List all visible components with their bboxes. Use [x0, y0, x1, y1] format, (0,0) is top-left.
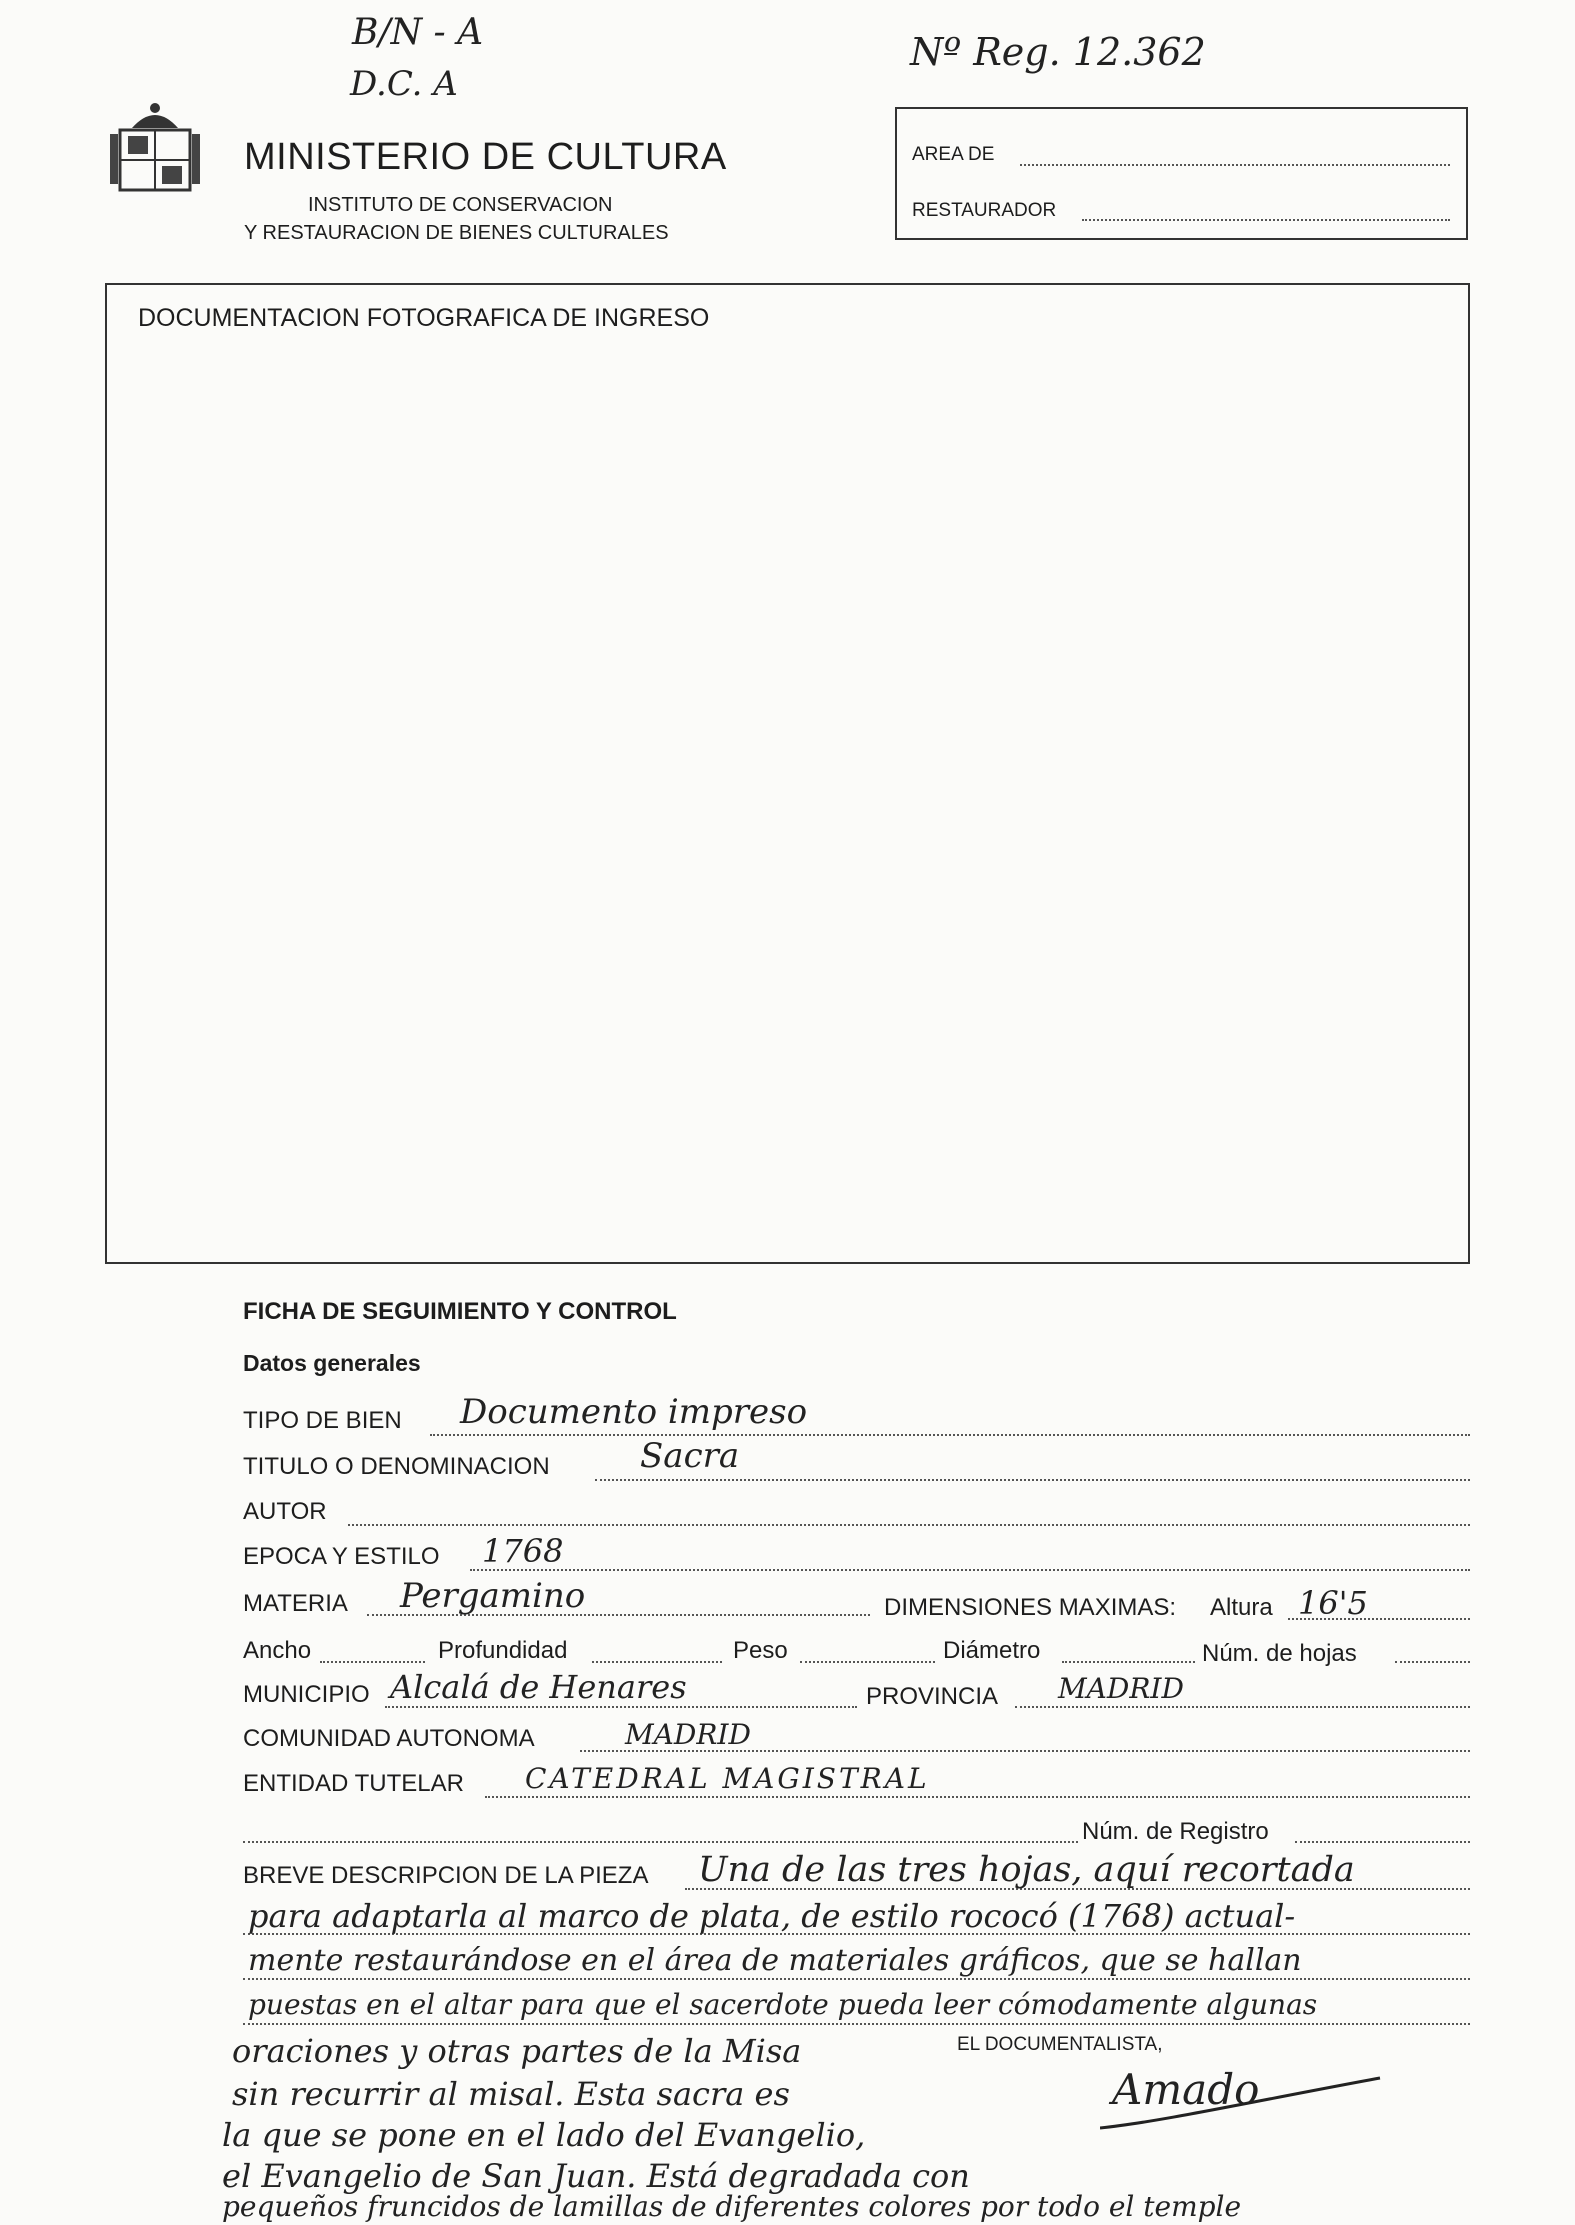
restaurador-label: RESTAURADOR	[912, 200, 1057, 221]
titulo-field[interactable]	[595, 1479, 1470, 1481]
provincia-value: MADRID	[1058, 1672, 1184, 1705]
profundidad-label: Profundidad	[438, 1637, 568, 1664]
photo-section-title: DOCUMENTACION FOTOGRAFICA DE INGRESO	[138, 304, 710, 332]
dimensiones-label: DIMENSIONES MAXIMAS:	[884, 1594, 1177, 1621]
signature-stroke	[1100, 2070, 1390, 2150]
comunidad-value: MADRID	[625, 1718, 751, 1751]
handwritten-note-dc: D.C. A	[350, 64, 458, 104]
peso-field[interactable]	[800, 1661, 935, 1663]
titulo-value: Sacra	[640, 1436, 740, 1476]
profundidad-field[interactable]	[592, 1661, 722, 1663]
description-line: puestas en el altar para que el sacerdote pueda leer cómodamente algunas	[248, 1988, 1318, 2021]
titulo-label: TITULO O DENOMINACION	[243, 1453, 550, 1480]
entidad-value: CATEDRAL MAGISTRAL	[525, 1762, 930, 1795]
descripcion-field-line-4[interactable]	[243, 2023, 1470, 2025]
coat-of-arms-icon	[110, 100, 200, 196]
photo-documentation-box	[105, 283, 1470, 1264]
ministry-title: MINISTERIO DE CULTURA	[244, 136, 727, 178]
tipo-field[interactable]	[430, 1434, 1470, 1436]
description-line: para adaptarla al marco de plata, de estilo rococó (1768) actual-	[248, 1897, 1296, 1935]
peso-label: Peso	[733, 1637, 788, 1664]
tipo-label: TIPO DE BIEN	[243, 1407, 402, 1434]
diametro-label: Diámetro	[943, 1637, 1041, 1664]
description-line: pequeños fruncidos de lamillas de diferentes colores por todo el temple	[222, 2190, 1242, 2223]
handwritten-note-bn: B/N - A	[352, 12, 484, 53]
municipio-value: Alcalá de Henares	[390, 1668, 687, 1706]
description-line: mente restaurándose en el área de materiales gráficos, que se hallan	[248, 1943, 1302, 1978]
area-label: AREA DE	[912, 144, 995, 165]
restaurador-field[interactable]	[1082, 219, 1450, 221]
epoca-label: EPOCA Y ESTILO	[243, 1543, 440, 1570]
municipio-field[interactable]	[385, 1706, 857, 1708]
materia-label: MATERIA	[243, 1590, 348, 1617]
autor-label: AUTOR	[243, 1498, 327, 1525]
descripcion-label: BREVE DESCRIPCION DE LA PIEZA	[243, 1862, 649, 1889]
epoca-value: 1768	[482, 1532, 564, 1570]
registro-field[interactable]	[1295, 1841, 1470, 1843]
hojas-label: Núm. de hojas	[1202, 1640, 1357, 1667]
ancho-label: Ancho	[243, 1637, 312, 1664]
institute-line-2: Y RESTAURACION DE BIENES CULTURALES	[244, 222, 669, 244]
entidad-label: ENTIDAD TUTELAR	[243, 1770, 464, 1797]
hojas-field[interactable]	[1395, 1661, 1470, 1663]
altura-value: 16'5	[1298, 1584, 1368, 1622]
comunidad-label: COMUNIDAD AUTONOMA	[243, 1725, 535, 1752]
entidad-field[interactable]	[485, 1796, 1470, 1798]
entidad-continuation-field[interactable]	[243, 1841, 1078, 1843]
diametro-field[interactable]	[1062, 1661, 1195, 1663]
provincia-field[interactable]	[1015, 1706, 1470, 1708]
ancho-field[interactable]	[320, 1661, 425, 1663]
municipio-label: MUNICIPIO	[243, 1681, 370, 1708]
ficha-title: FICHA DE SEGUIMIENTO Y CONTROL	[243, 1298, 677, 1325]
autor-field[interactable]	[348, 1524, 1470, 1526]
area-field[interactable]	[1020, 164, 1450, 166]
description-line: Una de las tres hojas, aquí recortada	[698, 1850, 1355, 1890]
registry-handwritten-number: Nº Reg. 12.362	[910, 30, 1206, 74]
documentalista-label: EL DOCUMENTALISTA,	[957, 2034, 1163, 2055]
description-line: el Evangelio de San Juan. Está degradada con	[222, 2157, 970, 2195]
registro-label: Núm. de Registro	[1082, 1818, 1269, 1845]
description-line: sin recurrir al misal. Esta sacra es	[232, 2075, 790, 2113]
epoca-field[interactable]	[470, 1569, 1470, 1571]
provincia-label: PROVINCIA	[866, 1683, 999, 1710]
signature: Amado	[1112, 2065, 1260, 2114]
materia-value: Pergamino	[400, 1576, 586, 1616]
altura-label: Altura	[1210, 1594, 1273, 1621]
descripcion-field-line-3[interactable]	[243, 1978, 1470, 1980]
description-line: oraciones y otras partes de la Misa	[232, 2032, 802, 2070]
tipo-value: Documento impreso	[460, 1392, 808, 1432]
institute-line-1: INSTITUTO DE CONSERVACION	[308, 194, 613, 216]
description-line: la que se pone en el lado del Evangelio,	[222, 2116, 866, 2154]
ficha-subtitle: Datos generales	[243, 1350, 421, 1376]
